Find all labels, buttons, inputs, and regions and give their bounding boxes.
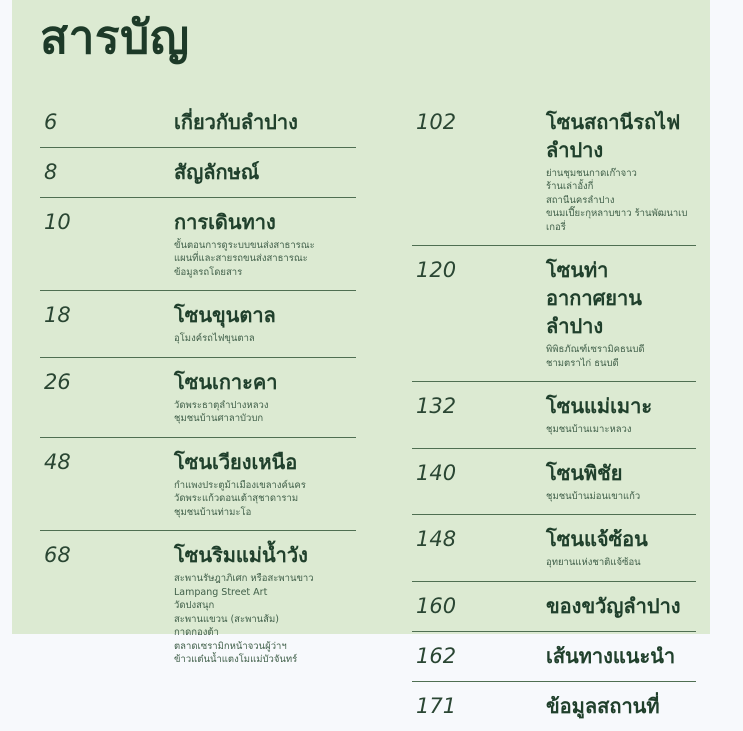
entry-sub-item: ชามตราไก่ ธนบดี	[546, 357, 619, 369]
toc-entry	[40, 291, 356, 358]
toc-entry	[40, 198, 356, 292]
entry-page-number: 162	[416, 643, 457, 668]
entry-section-title: การเดินทาง	[174, 209, 276, 234]
entry-sub-list	[546, 423, 696, 437]
entry-page-number: 132	[416, 394, 457, 419]
entry-page-number: 120	[416, 258, 457, 283]
entry-sub-list	[174, 332, 356, 346]
entry-body	[546, 692, 696, 720]
entry-sub-list	[546, 490, 696, 504]
entry-sub-item: สถานีนครลำปาง	[546, 194, 615, 206]
entry-body	[174, 368, 356, 426]
entry-section-title: โซนแม่เมาะ	[546, 394, 653, 419]
entry-body	[174, 158, 356, 186]
toc-column-right	[412, 98, 696, 731]
entry-sub-item: ขั้นตอนการดูระบบขนส่งสาธารณะ	[174, 239, 315, 251]
entry-sub-item: ขนมเปี๊ยะกุหลาบขาว ร้านพัฒนาเบเกอรี่	[546, 208, 688, 233]
entry-section-title: เกี่ยวกับลำปาง	[174, 109, 298, 134]
entry-sub-item: วัดพระธาตุลำปางหลวง	[174, 399, 269, 411]
entry-sub-item: ชุมชนบ้านเมาะหลวง	[546, 424, 632, 436]
toc-entry	[412, 98, 696, 247]
toc-entry	[412, 246, 696, 382]
toc-entry	[412, 682, 696, 731]
entry-sub-list	[546, 167, 696, 235]
entry-sub-item: สะพานรัษฎาภิเศก หรือสะพานขาว	[174, 573, 314, 585]
entry-page-number: 48	[44, 449, 71, 474]
entry-sub-list	[174, 572, 356, 667]
entry-page-number: 171	[416, 693, 457, 718]
toc-columns	[12, 98, 710, 731]
entry-sub-item: ย่านชุมชนกาดเก๊าจาว	[546, 167, 637, 179]
entry-section-title: โซนริมแม่น้ำวัง	[174, 543, 308, 568]
toc-entry	[412, 632, 696, 682]
entry-body	[174, 448, 356, 520]
entry-sub-item: ชุมชนบ้านศาลาบัวบก	[174, 413, 264, 425]
entry-sub-item: ข้าวแต๋นน้ำแตงโมแม่บัวจันทร์	[174, 654, 298, 666]
entry-sub-item: สะพานแขวน (สะพานส้ม)	[174, 613, 279, 625]
entry-body	[546, 642, 696, 670]
entry-sub-list	[546, 343, 696, 370]
entry-sub-item: พิพิธภัณฑ์เซรามิคธนบดี	[546, 344, 645, 356]
entry-body	[546, 459, 696, 504]
entry-sub-list	[174, 399, 356, 426]
entry-sub-item: อุโมงค์รถไฟขุนตาล	[174, 333, 255, 345]
entry-section-title: สัญลักษณ์	[174, 159, 260, 184]
entry-body	[174, 541, 356, 667]
entry-sub-item: Lampang Street Art	[174, 586, 268, 598]
entry-body	[174, 301, 356, 346]
entry-page-number: 18	[44, 303, 71, 328]
toc-entry	[40, 531, 356, 678]
entry-body	[546, 525, 696, 570]
entry-section-title: โซนพิชัย	[546, 460, 623, 485]
entry-page-number: 6	[44, 109, 58, 134]
entry-section-title: โซนเกาะคา	[174, 369, 278, 394]
entry-body	[546, 592, 696, 620]
entry-page-number: 10	[44, 209, 71, 234]
toc-page	[12, 0, 710, 718]
toc-entry	[40, 438, 356, 532]
toc-entry	[40, 148, 356, 198]
entry-sub-item: วัดพระแก้วดอนเต้าสุชาดาราม	[174, 493, 299, 505]
entry-body	[546, 108, 696, 235]
entry-sub-list	[546, 556, 696, 570]
entry-sub-item: วัดปงสนุก	[174, 600, 215, 612]
entry-page-number: 102	[416, 109, 457, 134]
entry-page-number: 160	[416, 593, 457, 618]
entry-section-title: โซนท่าอากาศยานลำปาง	[546, 258, 642, 339]
entry-sub-item: กำแพงประตูม้าเมืองเขลางค์นคร	[174, 479, 306, 491]
entry-section-title: ของขวัญลำปาง	[546, 593, 681, 618]
entry-sub-item: กาดกองต้า	[174, 627, 219, 639]
entry-page-number: 8	[44, 159, 58, 184]
page-title: สารบัญ	[40, 10, 190, 64]
toc-entry	[412, 382, 696, 449]
entry-section-title: ข้อมูลสถานที่	[546, 693, 660, 718]
entry-section-title: โซนขุนตาล	[174, 303, 276, 328]
entry-body	[546, 392, 696, 437]
entry-page-number: 148	[416, 527, 457, 552]
entry-body	[174, 108, 356, 136]
toc-column-left	[40, 98, 356, 678]
entry-section-title: โซนสถานีรถไฟลำปาง	[546, 109, 681, 162]
entry-body	[174, 208, 356, 280]
entry-section-title: โซนเวียงเหนือ	[174, 449, 298, 474]
entry-sub-item: ชุมชนบ้านม่อนเขาแก้ว	[546, 490, 641, 502]
entry-body	[546, 256, 696, 370]
entry-page-number: 68	[44, 543, 71, 568]
toc-entry	[40, 98, 356, 148]
entry-sub-item: ร้านเล่าอั้งกี่	[546, 181, 594, 193]
entry-section-title: เส้นทางแนะนำ	[546, 643, 676, 668]
entry-page-number: 26	[44, 369, 71, 394]
entry-page-number: 140	[416, 460, 457, 485]
entry-sub-item: ชุมชนบ้านท่ามะโอ	[174, 506, 252, 518]
toc-entry	[40, 358, 356, 438]
entry-sub-item: ตลาดเซรามิกหน้าจวนผู้ว่าฯ	[174, 640, 287, 652]
entry-sub-item: ข้อมูลรถโดยสาร	[174, 266, 243, 278]
entry-section-title: โซนแจ้ซ้อน	[546, 527, 648, 552]
toc-entry	[412, 515, 696, 582]
entry-sub-list	[174, 239, 356, 280]
toc-entry	[412, 449, 696, 516]
entry-sub-item: แผนที่และสายรถขนส่งสาธารณะ	[174, 253, 308, 265]
entry-sub-item: อุทยานแห่งชาติแจ้ซ้อน	[546, 557, 641, 569]
entry-sub-list	[174, 479, 356, 520]
toc-entry	[412, 582, 696, 632]
